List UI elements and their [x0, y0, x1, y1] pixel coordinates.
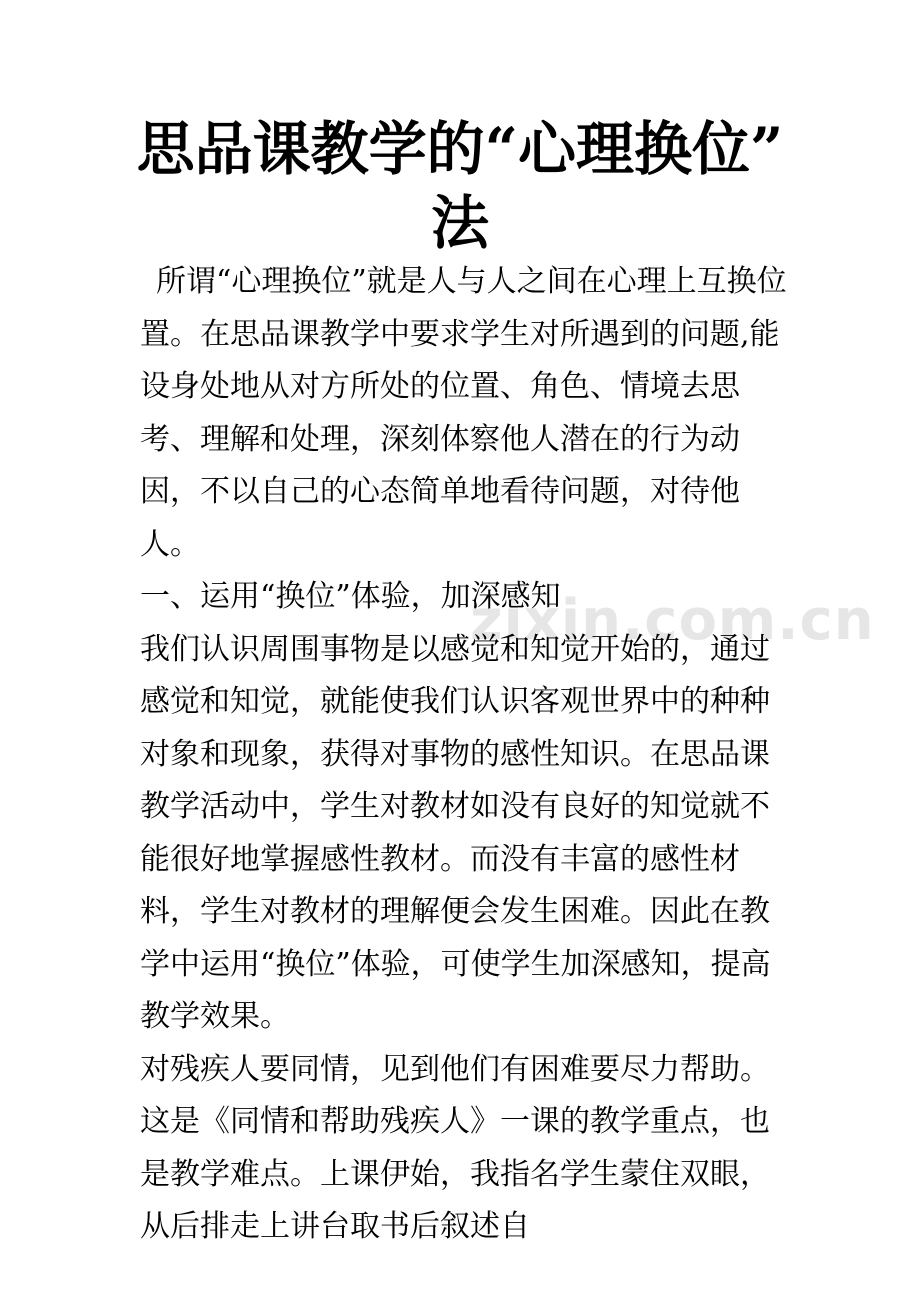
watermark: zixin.com.cn	[470, 588, 875, 653]
paragraph-example: 对残疾人要同情，见到他们有困难要尽力帮助。这是《同情和帮助残疾人》一课的教学重点，也是教学难点。上课伊始，我指名学生蒙住双眼，从后排走上讲台取书后叙述自	[140, 1051, 770, 1244]
title-line-1: 思品课教学的“心理换位”	[136, 115, 784, 183]
title-line-2: 法	[430, 189, 489, 257]
section-heading: 一、运用“换位”体验，加深感知	[140, 579, 561, 614]
paragraph-intro: 所谓“心理换位”就是人与人之间在心理上互换位置。在思品课教学中要求学生对所遇到的问题,能设身处地从对方所处的位置、角色、情境去思考、理解和处理，深刻体察他人潜在的行为动因，不以自己的心态简单地看待问题，对待他人。	[140, 264, 787, 562]
paragraph-perception: 我们认识周围事物是以感觉和知觉开始的，通过感觉和知觉，就能使我们认识客观世界中的种种对象和现象，获得对事物的感性知识。在思品课教学活动中，学生对教材如没有良好的知觉就不能很好地掌握感性教材。而没有丰富的感性材料，学生对教材的理解便会发生困难。因此在教学中运用“换位”体验，可使学生加深感知，提高教学效果。	[140, 631, 771, 1034]
document-title	[100, 112, 820, 260]
document-body	[140, 256, 790, 1254]
